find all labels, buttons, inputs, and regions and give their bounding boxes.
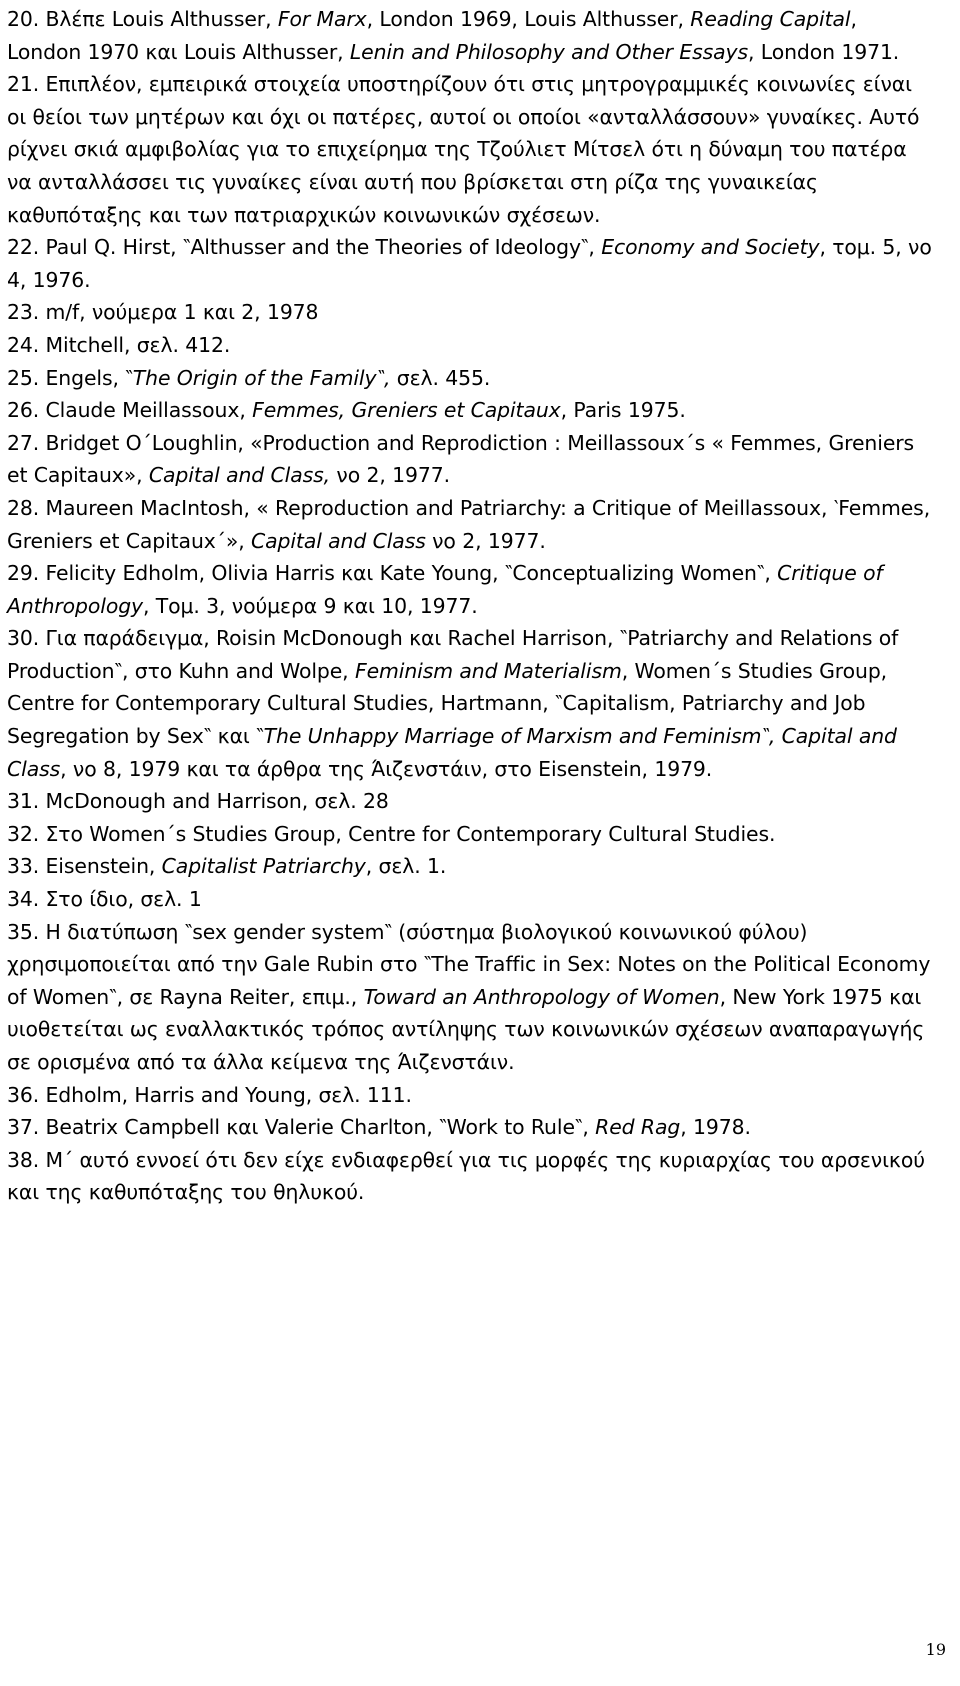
- endnote-title-italic: Capital and Class,: [148, 463, 331, 488]
- endnote-title-italic: Economy and Society: [601, 235, 820, 260]
- endnote-29: [7, 557, 937, 622]
- endnote-text: , Paris 1975.: [560, 398, 686, 423]
- endnote-text: 20. Βλέπε Louis Althusser,: [7, 7, 278, 31]
- endnote-title-italic: The Origin of the Family‶,: [132, 365, 391, 390]
- endnote-35: [7, 916, 937, 1079]
- endnote-title-italic: For Marx: [277, 7, 367, 31]
- endnote-text: νο 2, 1977.: [425, 528, 546, 553]
- endnote-38: [7, 1144, 937, 1209]
- endnote-text: 22. Paul Q. Hirst, ‶Althusser and the Theories of Ideology‶,: [7, 235, 602, 260]
- endnote-title-italic: The Unhappy Marriage of Marxism and Feminism‶, Capital and Class: [7, 724, 897, 781]
- endnote-text: , 1978.: [680, 1115, 751, 1140]
- endnote-22: [7, 231, 937, 296]
- endnote-title-italic: Femmes, Greniers et Capitaux: [252, 398, 561, 423]
- endnote-27: [7, 427, 937, 492]
- endnote-text: 28. Maureen MacIntosh, « Reproduction and Patriarchy: a Critique of Meillassoux, ‵Femmes, Greniers et Capitaux΄»,: [7, 495, 931, 553]
- endnote-text: 26. Claude Meillassoux,: [7, 398, 253, 423]
- endnote-text: , νο 8, 1979 και τα άρθρα της Άιζενστάιν, στο Eisenstein, 1979.: [60, 756, 713, 781]
- endnote-25: [7, 362, 937, 395]
- endnote-28: [7, 492, 937, 557]
- endnote-text: , Τομ. 3, νούμερα 9 και 10, 1977.: [143, 593, 478, 618]
- endnote-34: [7, 883, 937, 916]
- endnote-24: [7, 329, 937, 362]
- endnote-title-italic: Feminism and Materialism: [354, 658, 622, 683]
- endnote-30: [7, 622, 937, 785]
- endnote-text: 35. Η διατύπωση ‶sex gender system‶ (σύστημα βιολογικού κοινωνικού φύλου) χρησιμοποιείται από την Gale Rubin στο ‶The Traffic in Sex: Notes on the Political Economy of Women‶, σε Rayna Reiter, επιμ.,: [7, 919, 931, 1009]
- endnote-31: [7, 785, 937, 818]
- endnote-text: 31. McDonough and Harrison, σελ. 28: [7, 789, 389, 814]
- endnote-36: [7, 1079, 937, 1112]
- endnote-text: 33. Eisenstein,: [7, 854, 162, 879]
- endnote-title-italic: Capital and Class: [250, 528, 426, 553]
- endnote-text: 38. Μ΄ αυτό εννοεί ότι δεν είχε ενδιαφερθεί για τις μορφές της κυριαρχίας του αρσενικού και της καθυπόταξης του θηλυκού.: [7, 1147, 925, 1205]
- endnote-text: , London 1970 και Louis Althusser,: [7, 7, 857, 64]
- endnote-23: [7, 296, 937, 329]
- endnote-title-italic: Toward an Anthropology of Women: [363, 984, 720, 1009]
- endnote-text: , Women΄s Studies Group, Centre for Contemporary Cultural Studies, Hartmann, ‶Capitalism, Patriarchy and Job Segregation by Sex‶ και ‶: [7, 658, 888, 749]
- endnote-title-italic: Red Rag: [595, 1115, 681, 1140]
- endnote-26: [7, 394, 937, 427]
- endnote-text: , τομ. 5, νο 4, 1976.: [7, 235, 932, 292]
- endnote-33: [7, 850, 937, 883]
- endnote-text: , σελ. 1.: [365, 854, 447, 879]
- endnote-text: νο 2, 1977.: [330, 463, 450, 488]
- endnotes-list: [7, 3, 937, 1209]
- endnote-text: 30. Για παράδειγμα, Roisin McDonough και Rachel Harrison, ‶Patriarchy and Relations of Production‶, στο Kuhn and Wolpe,: [7, 626, 899, 683]
- endnote-21: [7, 68, 937, 231]
- endnote-20: [7, 3, 937, 68]
- endnote-text: 34. Στο ίδιο, σελ. 1: [7, 887, 202, 912]
- endnote-text: 24. Mitchell, σελ. 412.: [7, 332, 231, 357]
- endnote-text: , New York 1975 και υιοθετείται ως εναλλακτικός τρόπος αντίληψης των κοινωνικών σχέσεων αναπαραγωγής σε ορισμένα από τα άλλα κείμενα της Άιζενστάιν.: [7, 984, 925, 1074]
- endnote-text: 37. Beatrix Campbell και Valerie Charlton, ‶Work to Rule‶,: [7, 1115, 596, 1140]
- endnote-text: 29. Felicity Edholm, Olivia Harris και Kate Young, ‶Conceptualizing Women‶,: [7, 561, 778, 586]
- endnote-text: , London 1971.: [748, 39, 900, 64]
- page-number: 19: [925, 1640, 946, 1659]
- endnote-text: 25. Engels, ‶: [7, 365, 133, 390]
- endnote-title-italic: Critique of Anthropology: [7, 561, 883, 618]
- endnote-title-italic: Reading Capital: [690, 7, 851, 31]
- endnote-text: 21. Επιπλέον, εμπειρικά στοιχεία υποστηρίζουν ότι στις μητρογραμμικές κοινωνίες είναι οι θείοι των μητέρων και όχι οι πατέρες, αυτοί οι οποίοι «ανταλλάσσουν» γυναίκες. Αυτό ρίχνει σκιά αμφιβολίας για το επιχείρημα της Τζούλιετ Μίτσελ ότι η δύναμη του πατέρα να ανταλλάσσει τις γυναίκες είναι αυτή που βρίσκεται στη ρίζα της γυναικείας καθυπόταξης και των πατριαρχικών κοινωνικών σχέσεων.: [7, 72, 920, 227]
- endnote-text: 36. Edholm, Harris and Young, σελ. 111.: [7, 1082, 412, 1107]
- endnote-text: 23. m/f, νούμερα 1 και 2, 1978: [7, 300, 319, 325]
- endnote-text: 27. Bridget O΄Loughlin, «Production and Reprodiction : Meillassoux΄s « Femmes, Greniers et Capitaux»,: [7, 430, 915, 488]
- endnote-text: , London 1969, Louis Althusser,: [366, 7, 691, 31]
- endnote-text: 32. Στο Women΄s Studies Group, Centre for Contemporary Cultural Studies.: [7, 821, 776, 846]
- endnote-text: σελ. 455.: [390, 365, 491, 390]
- endnote-32: [7, 818, 937, 851]
- endnote-title-italic: Lenin and Philosophy and Other Essays: [349, 39, 749, 64]
- endnote-37: [7, 1111, 937, 1144]
- endnote-title-italic: Capitalist Patriarchy: [161, 854, 366, 879]
